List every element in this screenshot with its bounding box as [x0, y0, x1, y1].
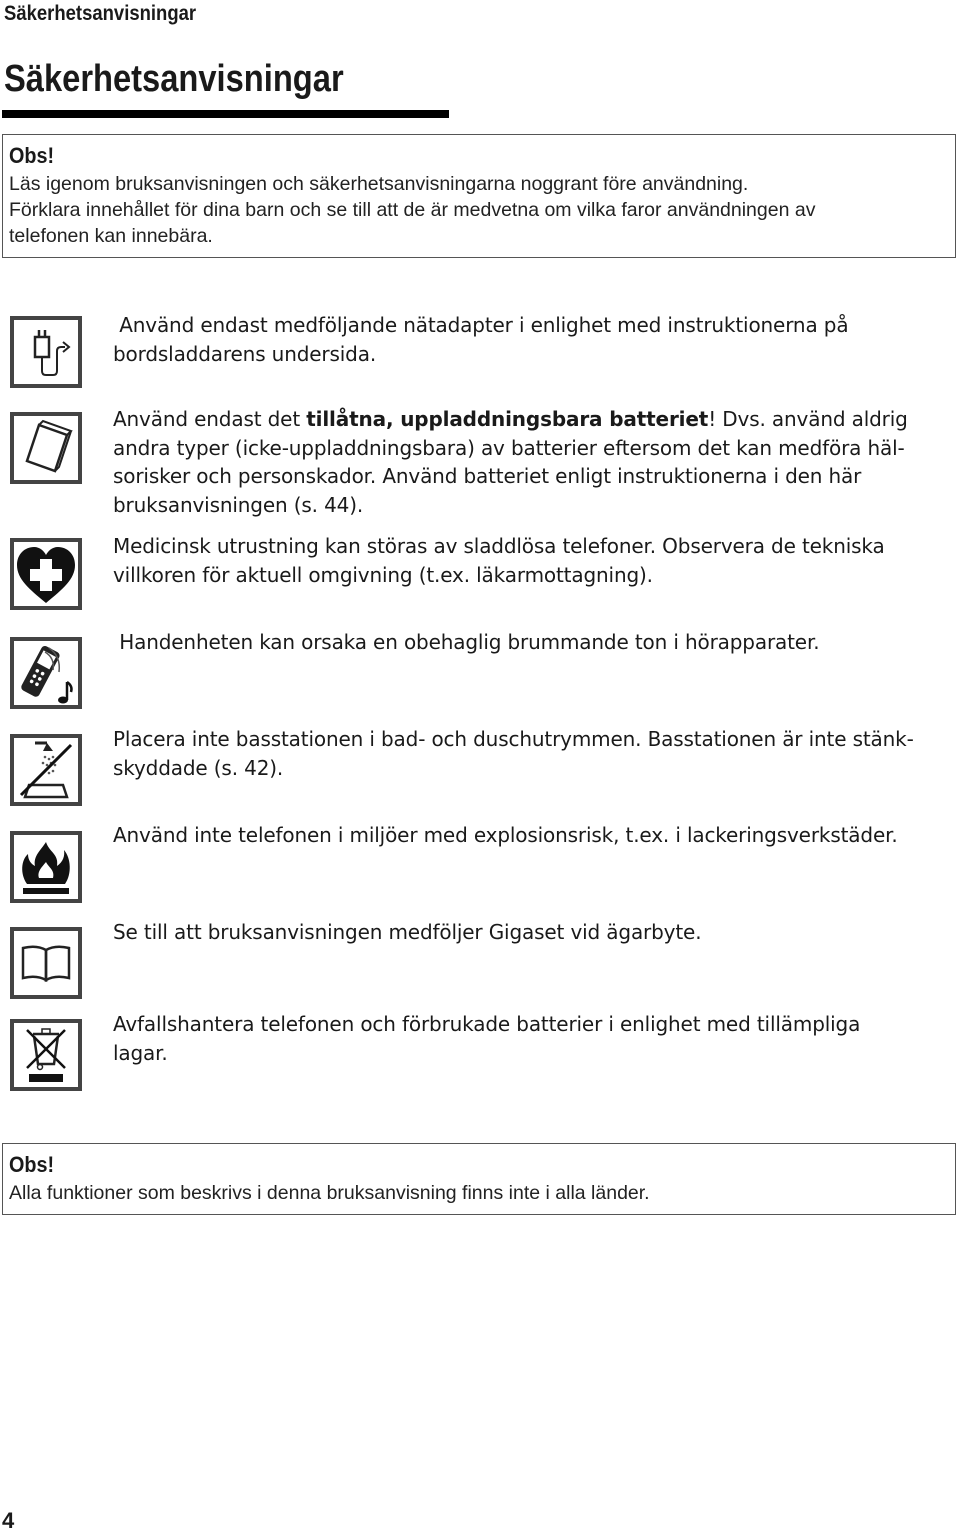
notice-line: Läs igenom bruksanvisningen och säkerhetsanvisningarna noggrant före användning.	[9, 173, 749, 195]
notice-line: telefonen kan innebära.	[9, 225, 213, 247]
notice-line: Alla funktioner som beskrivs i denna bruksanvisning finns inte i alla länder.	[9, 1182, 650, 1204]
item-text-power-adapter	[113, 311, 953, 368]
item-text-no-shower	[113, 725, 953, 782]
text-line: bordsladdarens undersida.	[113, 341, 377, 366]
title-rule	[2, 110, 449, 118]
text-line: Använd inte telefonen i miljöer med explosionsrisk, t.ex. i lackeringsverkstäder.	[113, 823, 898, 847]
explosion-fire-icon	[9, 830, 83, 904]
notice-box-top	[2, 134, 956, 258]
open-book-icon	[9, 926, 83, 1000]
text-line: skyddade (s. 42).	[113, 755, 284, 780]
text-line: bruksanvisningen (s. 44).	[113, 492, 364, 517]
page-number: 4	[2, 1508, 15, 1533]
text-line: Medicinsk utrustning kan störas av sladdlösa telefoner. Observera de tekniska	[113, 534, 885, 558]
notice-line: Förklara innehållet för dina barn och se till att de är medvetna om vilka faror användningen av	[9, 199, 816, 221]
item-text-hearing-aid	[113, 628, 953, 657]
text-line: Handenheten kan orsaka en obehaglig brummande ton i hörapparater.	[113, 630, 820, 654]
text-line: Se till att bruksanvisningen medföljer Gigaset vid ägarbyte.	[113, 920, 702, 944]
item-text-medical	[113, 532, 953, 589]
item-text-book	[113, 918, 953, 947]
notice-text	[9, 171, 949, 249]
notice-box-bottom	[2, 1143, 956, 1215]
battery-emphasis: tillåtna, uppladdningsbara batteriet	[306, 407, 709, 431]
text-line	[113, 405, 953, 434]
running-header: Säkerhetsanvisningar	[4, 2, 197, 25]
medical-heart-icon	[9, 537, 83, 611]
text-segment: Använd endast det	[113, 407, 307, 431]
item-text-disposal	[113, 1010, 953, 1067]
hearing-aid-phone-icon	[9, 636, 83, 710]
no-shower-icon	[9, 733, 83, 807]
text-line: Placera inte basstationen i bad- och duschutrymmen. Basstationen är inte stänk-	[113, 727, 914, 751]
battery-icon	[9, 411, 83, 485]
text-line: villkoren för aktuell omgivning (t.ex. läkarmottagning).	[113, 562, 653, 587]
text-segment: ! Dvs. använd aldrig	[708, 407, 908, 431]
page-title: Säkerhetsanvisningar	[4, 58, 344, 100]
item-text-explosion	[113, 821, 953, 850]
crossed-bin-icon	[9, 1018, 83, 1092]
item-text-battery	[113, 405, 953, 519]
notice-heading: Obs!	[9, 143, 55, 168]
notice-text	[9, 1180, 949, 1206]
text-line: Avfallshantera telefonen och förbrukade batterier i enlighet med tillämpliga	[113, 1012, 861, 1036]
notice-heading: Obs!	[9, 1152, 55, 1177]
power-adapter-icon	[9, 315, 83, 389]
text-line: Använd endast medföljande nätadapter i enlighet med instruktionerna på	[113, 313, 849, 337]
text-line: andra typer (icke-uppladdningsbara) av batterier eftersom det kan medföra häl-	[113, 435, 905, 460]
text-line: sorisker och personskador. Använd batteriet enligt instruktionerna i den här	[113, 464, 862, 488]
text-line: lagar.	[113, 1040, 168, 1065]
